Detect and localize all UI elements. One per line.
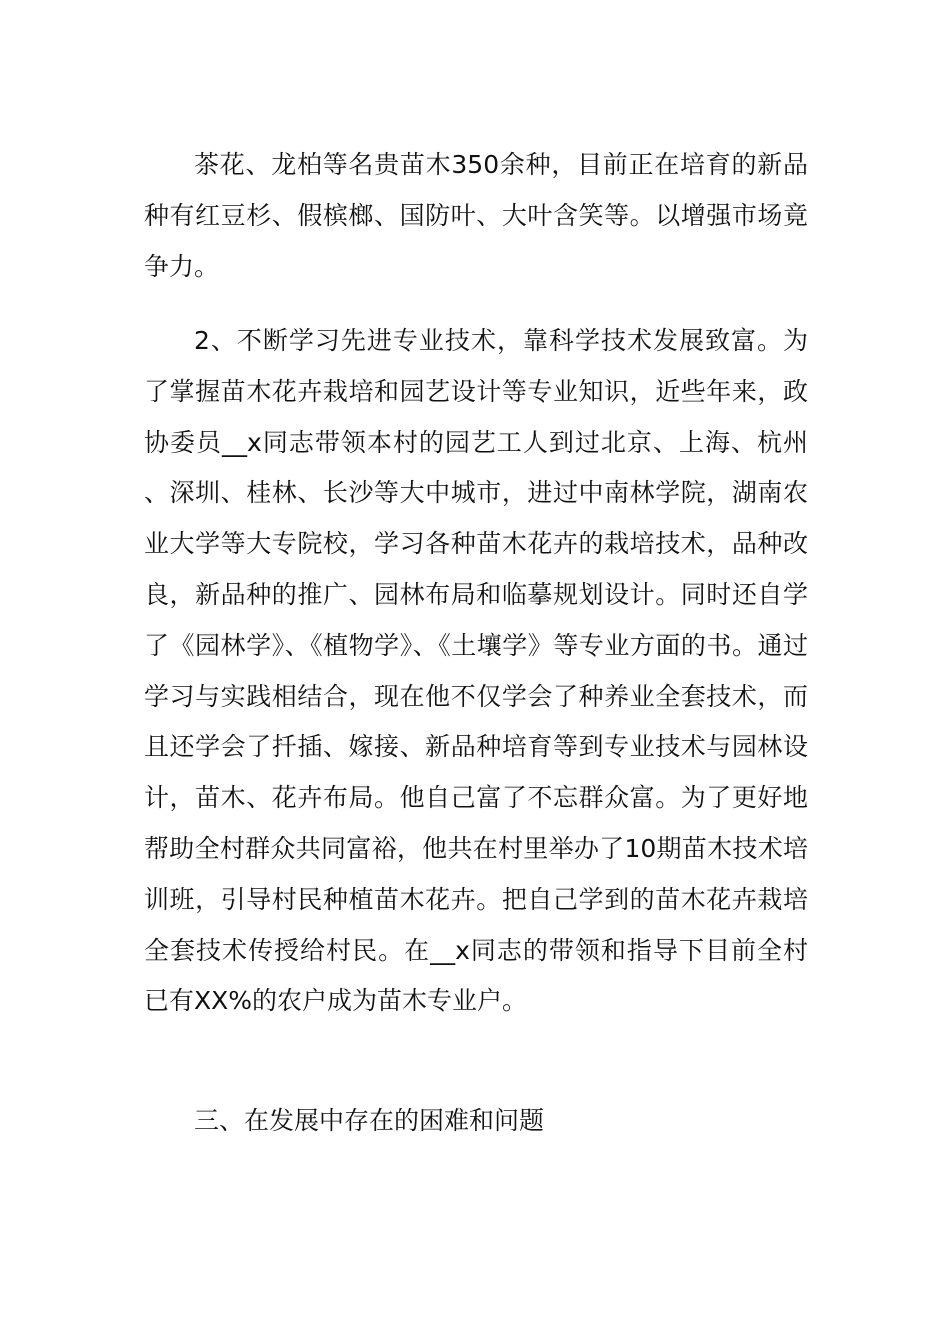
paragraph-seedling-varieties: 茶花、龙柏等名贵苗木350余种，目前正在培育的新品种有红豆杉、假槟榔、国防叶、大叶含笑等。以增强市场竟争力。 [144,150,808,281]
paragraph-learning-technology: 2、不断学习先进专业技术，靠科学技术发展致富。为了掌握苗木花卉栽培和园艺设计等专业知识，近些年来，政协委员__x同志带领本村的园艺工人到过北京、上海、杭州、深圳、桂林、长沙等大中城市，进过中南林学院，湖南农业大学等大专院校，学习各种苗木花卉的栽培技术，品种改良，新品种的推广、园林布局和临摹规划设计。同时还自学了《园林学》、《植物学》、《土壤学》等专业方面的书。通过学习与实践相结合，现在他不仅学会了种养业全套技术，而且还学会了扦插、嫁接、新品种培育等到专业技术与园林设计，苗木、花卉布局。他自己富了不忘群众富。为了更好地帮助全村群众共同富裕，他共在村里举办了10期苗木技术培训班，引导村民种植苗木花卉。把自己学到的苗木花卉栽培全套技术传授给村民。在__x同志的带领和指导下目前全村已有XX%的农户成为苗木专业户。 [144,326,808,1016]
section-heading-difficulties: 三、在发展中存在的困难和问题 [194,1106,545,1135]
